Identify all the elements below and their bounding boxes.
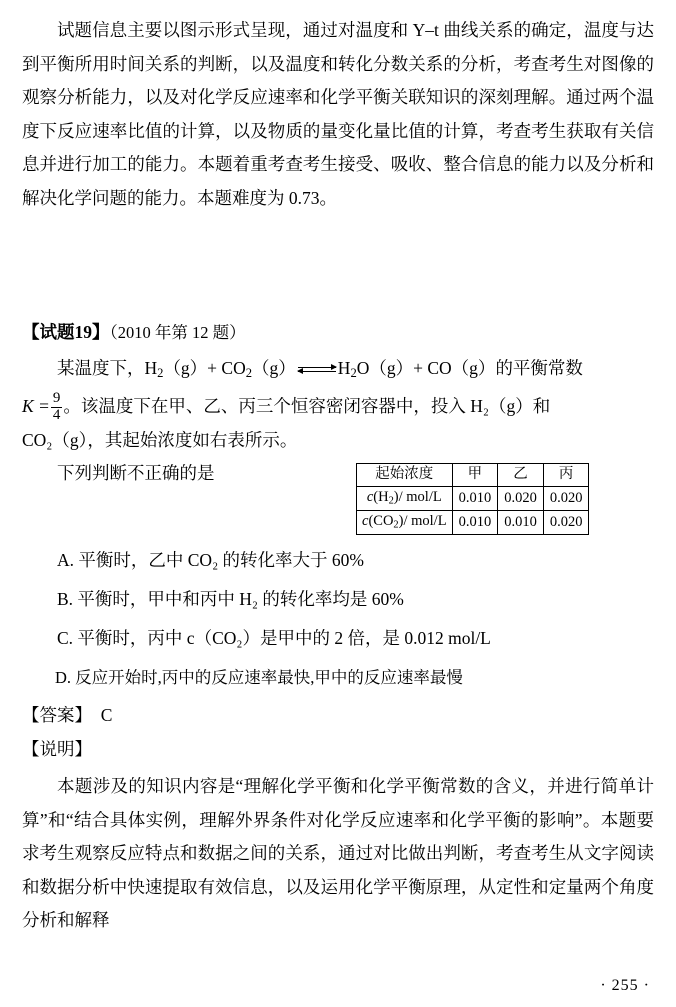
k-fraction [51,391,63,424]
stem-line-3 [22,424,654,457]
stem-line2-text: 。该温度下在甲、乙、丙三个恒容密闭容器中，投入 H₂（g）和 [63,396,551,417]
table-row-label: $c(CO_2)/$ mol/L [357,511,453,535]
initial-concentration-table [356,463,589,535]
k-numerator: 9 [52,389,61,406]
table-header-row [357,464,589,487]
choice-c: C. 平衡时，丙中 c（CO₂）是甲中的 2 倍，是 0.012 mol/L [57,628,491,648]
reaction-right: $H_2O(g)+ CO(g)$ [337,358,496,381]
answer-value: C [100,705,113,725]
stem-question-text: 下列判断不正确的是 [57,463,215,484]
table-header-cell: 甲 [452,464,498,487]
page-number: · 255 · [600,977,650,994]
table-header-cell: 乙 [498,464,544,487]
table-cell: 0.020 [543,511,589,535]
question-tag: 【试题19】 [22,322,110,342]
question-header [22,318,246,347]
choice-a: A. 平衡时，乙中 CO₂ 的转化率大于 60% [57,550,365,570]
stem-line-2 [22,390,654,424]
table-header-cell: 起始浓度 [357,464,453,487]
table-cell: 0.020 [543,486,589,510]
explanation-body: 本题涉及的知识内容是“理解化学平衡和化学平衡常数的含义，并进行简单计算”和“结合具体实例，理解外界条件对化学反应速率和化学平衡的影响”。本题要求考生观察反应特点和数据之间的关系，通过对比做出判断，考查考生从文字阅读和数据分析中快速提取有效信息，以及运用化学平衡原理，从定性和定量两个角度分析和解释 [22,776,654,930]
choice-d: D. 反应开始时,丙中的反应速率最快,甲中的反应速率最慢 [55,668,463,687]
reaction-left: $H_2(g)+ CO_2(g)$ [144,358,296,381]
answer-section [22,700,112,730]
k-denominator: 4 [52,406,61,423]
table-cell: 0.010 [498,511,544,535]
table-cell: 0.010 [452,511,498,535]
k-label: K = [22,396,50,417]
stem-line-1 [22,352,654,390]
equilibrium-arrow-icon [298,363,336,377]
table-header-cell: 丙 [543,464,589,487]
table-row [357,486,589,510]
table-cell: 0.010 [452,486,498,510]
table-row-label: $c(H_2)/$ mol/L [357,486,453,510]
question-source: （2010 年第 12 题） [109,323,246,342]
explanation-label: 【说明】 [22,739,92,759]
stem-line1-pre: 某温度下， [57,358,145,378]
choice-list [22,541,654,697]
answer-label: 【答案】 [22,705,92,725]
table-cell: 0.020 [498,486,544,510]
choice-b: B. 平衡时，甲中和丙中 H₂ 的转化率均是 60% [57,589,404,609]
stem-line1-post: 的平衡常数 [495,358,583,378]
stem-line3-text: CO₂（g），其起始浓度如右表所示。 [22,430,298,451]
intro-paragraph: 试题信息主要以图示形式呈现，通过对温度和 Y–t 曲线关系的确定，温度与达到平衡所用时间关系的判断，以及温度和转化分数关系的分析，考查考生对图像的观察分析能力，以及对化学反应速率和化学平衡关联知识的深刻理解。通过两个温度下反应速率比值的计算，以及物质的量变化量比值的计算，考查考生获取有关信息并进行加工的能力。本题着重考查考生接受、吸收、整合信息的能力以及分析和解决化学问题的能力。本题难度为 0.73。 [22,20,654,208]
table-row [357,511,589,535]
